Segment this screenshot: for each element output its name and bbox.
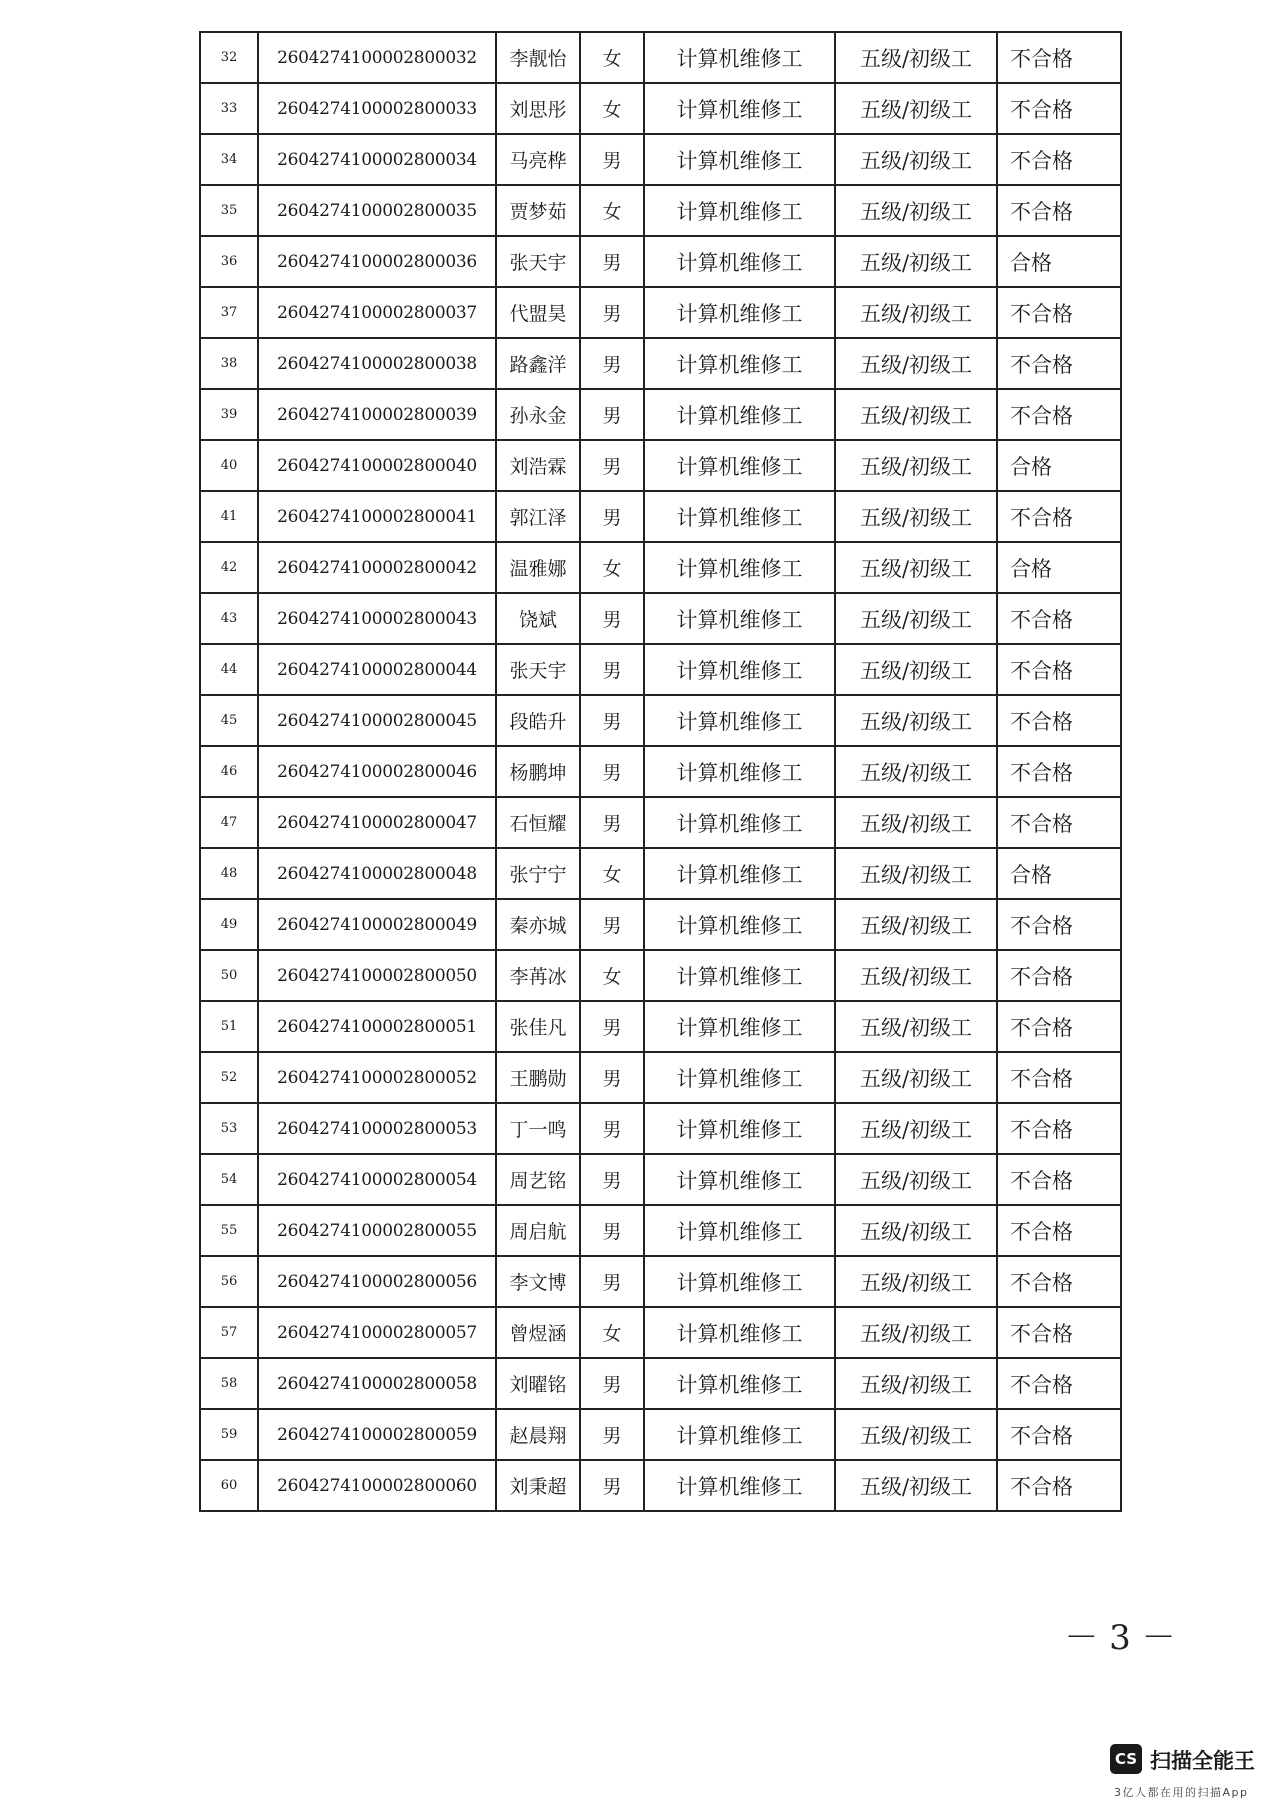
- scanner-watermark: [1110, 1744, 1270, 1804]
- candidate-sex-cell: 男: [580, 797, 644, 848]
- row-number-cell: 35: [200, 185, 258, 236]
- candidate-sex-cell: 男: [580, 1358, 644, 1409]
- skill-level-cell: 五级/初级工: [835, 134, 997, 185]
- occupation-cell: 计算机维修工: [644, 287, 835, 338]
- candidate-name-cell: 周启航: [496, 1205, 580, 1256]
- occupation-cell: 计算机维修工: [644, 389, 835, 440]
- candidate-id-cell: 2604274100002800046: [258, 746, 496, 797]
- candidate-id-cell: 2604274100002800059: [258, 1409, 496, 1460]
- candidate-id-cell: 2604274100002800034: [258, 134, 496, 185]
- candidate-id-cell: 2604274100002800039: [258, 389, 496, 440]
- candidate-name-cell: 刘曜铭: [496, 1358, 580, 1409]
- candidate-id-cell: 2604274100002800041: [258, 491, 496, 542]
- occupation-cell: 计算机维修工: [644, 542, 835, 593]
- exam-result-cell: 不合格: [997, 1001, 1121, 1052]
- candidate-name-cell: 曾煜涵: [496, 1307, 580, 1358]
- candidate-sex-cell: 男: [580, 746, 644, 797]
- occupation-cell: 计算机维修工: [644, 1256, 835, 1307]
- row-number-cell: 50: [200, 950, 258, 1001]
- skill-level-cell: 五级/初级工: [835, 1103, 997, 1154]
- table-row: [200, 899, 1121, 950]
- skill-level-cell: 五级/初级工: [835, 644, 997, 695]
- row-number-cell: 32: [200, 32, 258, 83]
- row-number-cell: 58: [200, 1358, 258, 1409]
- candidate-id-cell: 2604274100002800036: [258, 236, 496, 287]
- row-number-cell: 40: [200, 440, 258, 491]
- occupation-cell: 计算机维修工: [644, 32, 835, 83]
- exam-result-cell: 不合格: [997, 797, 1121, 848]
- candidate-sex-cell: 男: [580, 134, 644, 185]
- table-row: [200, 1307, 1121, 1358]
- candidate-name-cell: 张宁宁: [496, 848, 580, 899]
- candidate-sex-cell: 男: [580, 899, 644, 950]
- candidate-name-cell: 温雅娜: [496, 542, 580, 593]
- table-row: [200, 491, 1121, 542]
- exam-result-cell: 不合格: [997, 695, 1121, 746]
- skill-level-cell: 五级/初级工: [835, 848, 997, 899]
- candidate-name-cell: 贾梦茹: [496, 185, 580, 236]
- candidate-name-cell: 周艺铭: [496, 1154, 580, 1205]
- exam-result-cell: 不合格: [997, 338, 1121, 389]
- candidate-sex-cell: 男: [580, 593, 644, 644]
- exam-result-cell: 合格: [997, 236, 1121, 287]
- exam-result-cell: 不合格: [997, 1154, 1121, 1205]
- candidate-id-cell: 2604274100002800045: [258, 695, 496, 746]
- skill-level-cell: 五级/初级工: [835, 1307, 997, 1358]
- candidate-sex-cell: 男: [580, 1103, 644, 1154]
- candidate-sex-cell: 男: [580, 440, 644, 491]
- candidate-id-cell: 2604274100002800049: [258, 899, 496, 950]
- skill-level-cell: 五级/初级工: [835, 1460, 997, 1511]
- candidate-sex-cell: 男: [580, 491, 644, 542]
- exam-result-cell: 合格: [997, 848, 1121, 899]
- candidate-id-cell: 2604274100002800054: [258, 1154, 496, 1205]
- candidate-name-cell: 刘秉超: [496, 1460, 580, 1511]
- row-number-cell: 47: [200, 797, 258, 848]
- candidate-name-cell: 杨鹏坤: [496, 746, 580, 797]
- exam-result-cell: 不合格: [997, 287, 1121, 338]
- table-row: [200, 797, 1121, 848]
- skill-level-cell: 五级/初级工: [835, 83, 997, 134]
- row-number-cell: 53: [200, 1103, 258, 1154]
- occupation-cell: 计算机维修工: [644, 593, 835, 644]
- exam-result-cell: 合格: [997, 542, 1121, 593]
- exam-result-cell: 不合格: [997, 1460, 1121, 1511]
- table-row: [200, 236, 1121, 287]
- watermark-title: 扫描全能王: [1150, 1749, 1255, 1773]
- exam-result-cell: 不合格: [997, 185, 1121, 236]
- candidate-name-cell: 刘思彤: [496, 83, 580, 134]
- occupation-cell: 计算机维修工: [644, 1154, 835, 1205]
- table-row: [200, 1460, 1121, 1511]
- candidate-id-cell: 2604274100002800035: [258, 185, 496, 236]
- candidate-name-cell: 刘浩霖: [496, 440, 580, 491]
- table-row: [200, 440, 1121, 491]
- table-row: [200, 1001, 1121, 1052]
- candidate-id-cell: 2604274100002800055: [258, 1205, 496, 1256]
- skill-level-cell: 五级/初级工: [835, 389, 997, 440]
- candidate-id-cell: 2604274100002800052: [258, 1052, 496, 1103]
- candidate-id-cell: 2604274100002800043: [258, 593, 496, 644]
- candidate-sex-cell: 女: [580, 185, 644, 236]
- candidate-name-cell: 路鑫洋: [496, 338, 580, 389]
- exam-result-cell: 不合格: [997, 389, 1121, 440]
- table-row: [200, 1256, 1121, 1307]
- page-number: － 3 －: [1064, 1618, 1176, 1658]
- skill-level-cell: 五级/初级工: [835, 32, 997, 83]
- skill-level-cell: 五级/初级工: [835, 1205, 997, 1256]
- row-number-cell: 49: [200, 899, 258, 950]
- candidate-sex-cell: 男: [580, 1001, 644, 1052]
- candidate-name-cell: 张天宇: [496, 644, 580, 695]
- candidate-name-cell: 石恒耀: [496, 797, 580, 848]
- candidate-sex-cell: 男: [580, 338, 644, 389]
- candidate-name-cell: 赵晨翔: [496, 1409, 580, 1460]
- table-row: [200, 1205, 1121, 1256]
- skill-level-cell: 五级/初级工: [835, 1256, 997, 1307]
- table-row: [200, 287, 1121, 338]
- candidate-name-cell: 段皓升: [496, 695, 580, 746]
- skill-level-cell: 五级/初级工: [835, 797, 997, 848]
- candidate-id-cell: 2604274100002800050: [258, 950, 496, 1001]
- row-number-cell: 52: [200, 1052, 258, 1103]
- skill-level-cell: 五级/初级工: [835, 440, 997, 491]
- exam-result-cell: 不合格: [997, 899, 1121, 950]
- candidate-name-cell: 李文博: [496, 1256, 580, 1307]
- candidate-sex-cell: 男: [580, 389, 644, 440]
- skill-level-cell: 五级/初级工: [835, 338, 997, 389]
- candidate-name-cell: 李苒冰: [496, 950, 580, 1001]
- row-number-cell: 38: [200, 338, 258, 389]
- row-number-cell: 54: [200, 1154, 258, 1205]
- occupation-cell: 计算机维修工: [644, 440, 835, 491]
- candidate-id-cell: 2604274100002800053: [258, 1103, 496, 1154]
- exam-result-cell: 不合格: [997, 1256, 1121, 1307]
- table-row: [200, 338, 1121, 389]
- candidate-id-cell: 2604274100002800057: [258, 1307, 496, 1358]
- occupation-cell: 计算机维修工: [644, 134, 835, 185]
- exam-result-cell: 不合格: [997, 83, 1121, 134]
- table-row: [200, 32, 1121, 83]
- occupation-cell: 计算机维修工: [644, 1409, 835, 1460]
- table-row: [200, 1154, 1121, 1205]
- table-row: [200, 950, 1121, 1001]
- skill-level-cell: 五级/初级工: [835, 593, 997, 644]
- table-row: [200, 695, 1121, 746]
- row-number-cell: 51: [200, 1001, 258, 1052]
- candidate-sex-cell: 女: [580, 32, 644, 83]
- candidate-id-cell: 2604274100002800060: [258, 1460, 496, 1511]
- row-number-cell: 44: [200, 644, 258, 695]
- table-row: [200, 1103, 1121, 1154]
- occupation-cell: 计算机维修工: [644, 338, 835, 389]
- candidate-name-cell: 王鹏勋: [496, 1052, 580, 1103]
- occupation-cell: 计算机维修工: [644, 848, 835, 899]
- candidate-sex-cell: 男: [580, 695, 644, 746]
- skill-level-cell: 五级/初级工: [835, 236, 997, 287]
- candidate-sex-cell: 女: [580, 848, 644, 899]
- exam-result-cell: 不合格: [997, 134, 1121, 185]
- occupation-cell: 计算机维修工: [644, 185, 835, 236]
- candidate-id-cell: 2604274100002800056: [258, 1256, 496, 1307]
- occupation-cell: 计算机维修工: [644, 491, 835, 542]
- occupation-cell: 计算机维修工: [644, 1001, 835, 1052]
- row-number-cell: 46: [200, 746, 258, 797]
- candidate-name-cell: 马亮桦: [496, 134, 580, 185]
- skill-level-cell: 五级/初级工: [835, 491, 997, 542]
- table-row: [200, 848, 1121, 899]
- occupation-cell: 计算机维修工: [644, 1103, 835, 1154]
- candidate-sex-cell: 男: [580, 644, 644, 695]
- candidate-name-cell: 饶斌: [496, 593, 580, 644]
- candidate-name-cell: 张天宇: [496, 236, 580, 287]
- table-row: [200, 134, 1121, 185]
- row-number-cell: 36: [200, 236, 258, 287]
- skill-level-cell: 五级/初级工: [835, 1358, 997, 1409]
- candidate-sex-cell: 男: [580, 1205, 644, 1256]
- candidate-id-cell: 2604274100002800051: [258, 1001, 496, 1052]
- occupation-cell: 计算机维修工: [644, 1460, 835, 1511]
- skill-level-cell: 五级/初级工: [835, 950, 997, 1001]
- occupation-cell: 计算机维修工: [644, 1205, 835, 1256]
- occupation-cell: 计算机维修工: [644, 644, 835, 695]
- exam-result-cell: 合格: [997, 440, 1121, 491]
- candidate-id-cell: 2604274100002800042: [258, 542, 496, 593]
- candidate-sex-cell: 男: [580, 287, 644, 338]
- candidate-sex-cell: 男: [580, 1409, 644, 1460]
- exam-result-cell: 不合格: [997, 32, 1121, 83]
- row-number-cell: 45: [200, 695, 258, 746]
- occupation-cell: 计算机维修工: [644, 236, 835, 287]
- row-number-cell: 60: [200, 1460, 258, 1511]
- skill-level-cell: 五级/初级工: [835, 899, 997, 950]
- candidate-id-cell: 2604274100002800038: [258, 338, 496, 389]
- occupation-cell: 计算机维修工: [644, 695, 835, 746]
- exam-result-cell: 不合格: [997, 1409, 1121, 1460]
- exam-result-cell: 不合格: [997, 1358, 1121, 1409]
- results-table: [199, 31, 1122, 1512]
- exam-result-cell: 不合格: [997, 746, 1121, 797]
- exam-result-cell: 不合格: [997, 1052, 1121, 1103]
- occupation-cell: 计算机维修工: [644, 1358, 835, 1409]
- skill-level-cell: 五级/初级工: [835, 1409, 997, 1460]
- candidate-sex-cell: 女: [580, 83, 644, 134]
- candidate-sex-cell: 女: [580, 950, 644, 1001]
- candidate-sex-cell: 女: [580, 1307, 644, 1358]
- row-number-cell: 57: [200, 1307, 258, 1358]
- occupation-cell: 计算机维修工: [644, 1307, 835, 1358]
- skill-level-cell: 五级/初级工: [835, 1001, 997, 1052]
- exam-result-cell: 不合格: [997, 593, 1121, 644]
- exam-result-cell: 不合格: [997, 1205, 1121, 1256]
- candidate-name-cell: 丁一鸣: [496, 1103, 580, 1154]
- watermark-tagline: 3亿人都在用的扫描App: [1114, 1786, 1249, 1799]
- exam-result-cell: 不合格: [997, 1307, 1121, 1358]
- table-row: [200, 1358, 1121, 1409]
- candidate-name-cell: 郭江泽: [496, 491, 580, 542]
- candidate-name-cell: 秦亦城: [496, 899, 580, 950]
- table-row: [200, 389, 1121, 440]
- exam-result-cell: 不合格: [997, 491, 1121, 542]
- skill-level-cell: 五级/初级工: [835, 542, 997, 593]
- row-number-cell: 59: [200, 1409, 258, 1460]
- occupation-cell: 计算机维修工: [644, 899, 835, 950]
- candidate-sex-cell: 男: [580, 1052, 644, 1103]
- candidate-sex-cell: 女: [580, 542, 644, 593]
- occupation-cell: 计算机维修工: [644, 950, 835, 1001]
- row-number-cell: 55: [200, 1205, 258, 1256]
- candidate-name-cell: 孙永金: [496, 389, 580, 440]
- candidate-id-cell: 2604274100002800047: [258, 797, 496, 848]
- row-number-cell: 43: [200, 593, 258, 644]
- candidate-id-cell: 2604274100002800058: [258, 1358, 496, 1409]
- candidate-sex-cell: 男: [580, 236, 644, 287]
- row-number-cell: 33: [200, 83, 258, 134]
- table-row: [200, 185, 1121, 236]
- camscanner-logo-icon: CS: [1110, 1744, 1142, 1774]
- table-body: [200, 32, 1121, 1511]
- row-number-cell: 56: [200, 1256, 258, 1307]
- exam-result-cell: 不合格: [997, 644, 1121, 695]
- skill-level-cell: 五级/初级工: [835, 287, 997, 338]
- skill-level-cell: 五级/初级工: [835, 1154, 997, 1205]
- candidate-id-cell: 2604274100002800033: [258, 83, 496, 134]
- candidate-name-cell: 李靓怡: [496, 32, 580, 83]
- occupation-cell: 计算机维修工: [644, 746, 835, 797]
- candidate-id-cell: 2604274100002800037: [258, 287, 496, 338]
- table-row: [200, 644, 1121, 695]
- candidate-id-cell: 2604274100002800040: [258, 440, 496, 491]
- table-row: [200, 1409, 1121, 1460]
- occupation-cell: 计算机维修工: [644, 797, 835, 848]
- table-row: [200, 593, 1121, 644]
- occupation-cell: 计算机维修工: [644, 83, 835, 134]
- exam-result-cell: 不合格: [997, 950, 1121, 1001]
- candidate-name-cell: 代盟昊: [496, 287, 580, 338]
- row-number-cell: 41: [200, 491, 258, 542]
- table-row: [200, 542, 1121, 593]
- row-number-cell: 42: [200, 542, 258, 593]
- row-number-cell: 37: [200, 287, 258, 338]
- skill-level-cell: 五级/初级工: [835, 1052, 997, 1103]
- candidate-name-cell: 张佳凡: [496, 1001, 580, 1052]
- skill-level-cell: 五级/初级工: [835, 185, 997, 236]
- candidate-sex-cell: 男: [580, 1460, 644, 1511]
- table-row: [200, 746, 1121, 797]
- table-row: [200, 1052, 1121, 1103]
- skill-level-cell: 五级/初级工: [835, 695, 997, 746]
- candidate-id-cell: 2604274100002800048: [258, 848, 496, 899]
- candidate-sex-cell: 男: [580, 1256, 644, 1307]
- candidate-sex-cell: 男: [580, 1154, 644, 1205]
- candidate-id-cell: 2604274100002800032: [258, 32, 496, 83]
- row-number-cell: 39: [200, 389, 258, 440]
- candidate-id-cell: 2604274100002800044: [258, 644, 496, 695]
- occupation-cell: 计算机维修工: [644, 1052, 835, 1103]
- row-number-cell: 34: [200, 134, 258, 185]
- row-number-cell: 48: [200, 848, 258, 899]
- table-row: [200, 83, 1121, 134]
- skill-level-cell: 五级/初级工: [835, 746, 997, 797]
- exam-result-cell: 不合格: [997, 1103, 1121, 1154]
